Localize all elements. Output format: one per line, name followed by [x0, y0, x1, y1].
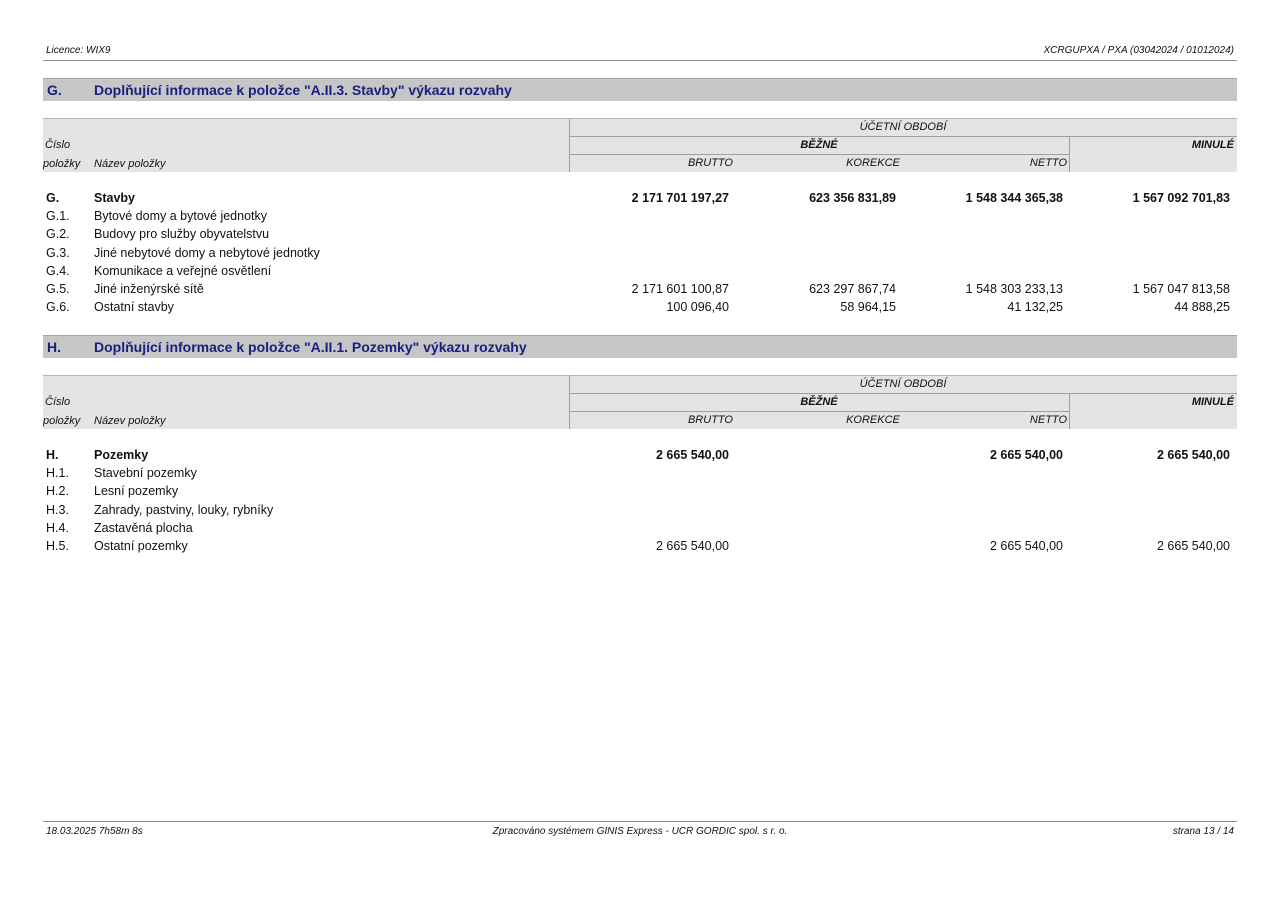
- row-brutto: 2 665 540,00: [656, 538, 729, 553]
- footer-page-number: strana 13 / 14: [1172, 826, 1234, 837]
- row-code: H.3.: [46, 502, 69, 517]
- table-row: [43, 281, 1237, 299]
- table-row-total: [43, 190, 1237, 208]
- col-header-cislo: Číslo: [45, 139, 71, 151]
- col-header-netto: NETTO: [1029, 414, 1067, 426]
- table-row: [43, 245, 1237, 263]
- row-name: Jiné inženýrské sítě: [94, 281, 204, 296]
- row-brutto: 100 096,40: [666, 300, 729, 315]
- col-header-brutto: BRUTTO: [687, 157, 733, 169]
- row-brutto: 2 665 540,00: [656, 448, 729, 462]
- row-name: Jiné nebytové domy a nebytové jednotky: [94, 245, 320, 260]
- row-name: Komunikace a veřejné osvětlení: [94, 263, 272, 278]
- row-name: Zastavěná plocha: [94, 520, 193, 535]
- table-row: [43, 520, 1237, 538]
- row-name: Stavební pozemky: [94, 466, 197, 481]
- table-row: [43, 483, 1237, 501]
- col-header-polozky: položky: [43, 158, 81, 170]
- footer-system: Zpracováno systémem GINIS Express - UCR GORDIC spol. s r. o.: [492, 826, 788, 837]
- row-code: H.1.: [46, 466, 69, 481]
- row-name: Stavby: [94, 191, 135, 205]
- row-korekce: 58 964,15: [840, 300, 896, 315]
- col-header-brutto: BRUTTO: [687, 414, 733, 426]
- row-code: G.1.: [46, 209, 70, 224]
- col-header-minule: MINULÉ: [1191, 139, 1234, 151]
- section-g-bar: [43, 78, 1237, 101]
- col-header-netto: NETTO: [1029, 157, 1067, 169]
- row-name: Pozemky: [94, 448, 149, 462]
- col-header-nazev: Název položky: [94, 415, 166, 427]
- row-brutto: 2 171 701 197,27: [631, 191, 729, 205]
- table-row: [43, 226, 1237, 244]
- row-code: H.5.: [46, 538, 69, 553]
- col-header-minule: MINULÉ: [1191, 396, 1234, 408]
- table-row: [43, 299, 1237, 317]
- section-code: H.: [47, 339, 61, 355]
- row-korekce: 623 356 831,89: [809, 191, 896, 205]
- row-code: H.4.: [46, 520, 69, 535]
- table-row: [43, 208, 1237, 226]
- footer-divider: [43, 821, 1237, 822]
- col-header-nazev: Název položky: [94, 158, 166, 170]
- table-row: [43, 465, 1237, 483]
- row-netto: 2 665 540,00: [990, 538, 1063, 553]
- row-code: G.4.: [46, 263, 70, 278]
- section-g-table-header: [43, 118, 1237, 172]
- row-name: Ostatní pozemky: [94, 538, 188, 553]
- col-header-korekce: KOREKCE: [846, 157, 900, 169]
- section-code: G.: [47, 82, 62, 98]
- col-header-cislo: Číslo: [45, 396, 71, 408]
- header-divider: [43, 60, 1237, 61]
- row-code: G.3.: [46, 245, 70, 260]
- row-name: Bytové domy a bytové jednotky: [94, 209, 268, 224]
- row-netto: 1 548 303 233,13: [965, 281, 1063, 296]
- table-row-total: [43, 447, 1237, 465]
- row-name: Ostatní stavby: [94, 300, 174, 315]
- section-title: Doplňující informace k položce "A.II.3. Stavby" výkazu rozvahy: [94, 82, 512, 98]
- col-header-ucetni-obdobi: ÚČETNÍ OBDOBÍ: [859, 378, 947, 390]
- row-korekce: 623 297 867,74: [809, 281, 896, 296]
- col-header-korekce: KOREKCE: [846, 414, 900, 426]
- page-header-licence: Licence: WIX9: [46, 45, 111, 56]
- page-header-report-id: XCRGUPXA / PXA (03042024 / 01012024): [1043, 45, 1234, 56]
- row-code: G.: [46, 191, 60, 205]
- row-brutto: 2 171 601 100,87: [631, 281, 729, 296]
- row-name: Lesní pozemky: [94, 484, 179, 499]
- row-minule: 2 665 540,00: [1157, 448, 1230, 462]
- section-h-table-header: [43, 375, 1237, 429]
- section-h-bar: [43, 335, 1237, 358]
- table-row: [43, 502, 1237, 520]
- section-title: Doplňující informace k položce "A.II.1. Pozemky" výkazu rozvahy: [94, 339, 527, 355]
- section-h-rows: [43, 447, 1237, 556]
- table-row: [43, 263, 1237, 281]
- footer-timestamp: 18.03.2025 7h58m 8s: [46, 826, 143, 837]
- col-header-bezne: BĚŽNÉ: [800, 396, 838, 408]
- row-code: H.: [46, 448, 59, 462]
- row-minule: 1 567 047 813,58: [1132, 281, 1230, 296]
- row-minule: 2 665 540,00: [1157, 538, 1230, 553]
- row-name: Budovy pro služby obyvatelstvu: [94, 227, 270, 242]
- row-code: H.2.: [46, 484, 69, 499]
- col-header-bezne: BĚŽNÉ: [800, 139, 838, 151]
- section-g-rows: [43, 190, 1237, 317]
- row-name: Zahrady, pastviny, louky, rybníky: [94, 502, 274, 517]
- row-code: G.5.: [46, 281, 70, 296]
- row-code: G.6.: [46, 300, 70, 315]
- row-netto: 2 665 540,00: [990, 448, 1063, 462]
- table-row: [43, 538, 1237, 556]
- col-header-polozky: položky: [43, 415, 81, 427]
- row-minule: 1 567 092 701,83: [1132, 191, 1230, 205]
- row-minule: 44 888,25: [1174, 300, 1230, 315]
- row-netto: 1 548 344 365,38: [965, 191, 1063, 205]
- row-code: G.2.: [46, 227, 70, 242]
- col-header-ucetni-obdobi: ÚČETNÍ OBDOBÍ: [859, 121, 947, 133]
- row-netto: 41 132,25: [1007, 300, 1063, 315]
